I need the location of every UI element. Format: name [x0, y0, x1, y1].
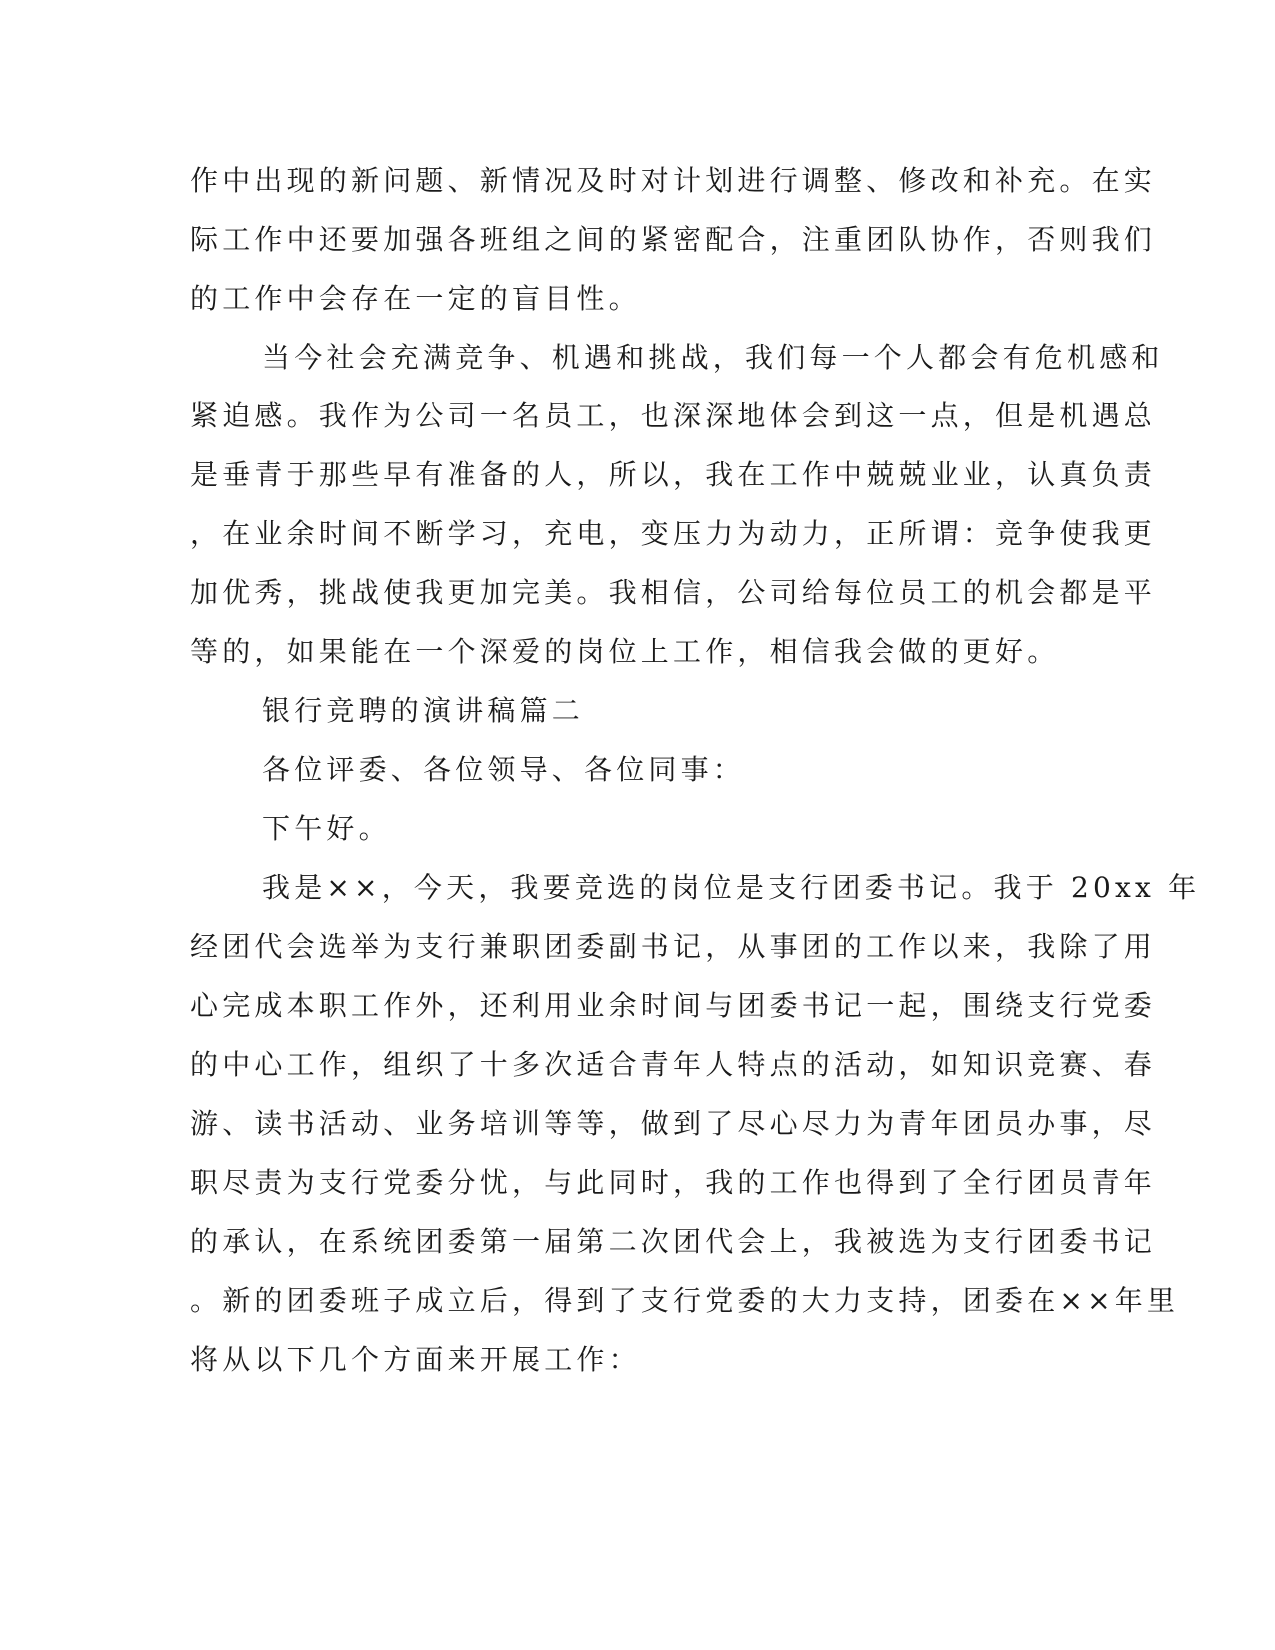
paragraph-line: 经团代会选举为支行兼职团委副书记，从事团的工作以来，我除了用	[190, 930, 1157, 963]
paragraph-line: 的中心工作，组织了十多次适合青年人特点的活动，如知识竞赛、春	[190, 1048, 1157, 1081]
paragraph-line: 将从以下几个方面来开展工作：	[190, 1343, 641, 1376]
section-heading: 银行竞聘的演讲稿篇二	[262, 694, 585, 727]
paragraph-line: 的工作中会存在一定的盲目性。	[190, 282, 641, 315]
paragraph-line: 我是××，今天，我要竞选的岗位是支行团委书记。我于 20xx 年	[262, 871, 1201, 904]
paragraph-line: 加优秀，挑战使我更加完美。我相信，公司给每位员工的机会都是平	[190, 576, 1157, 609]
paragraph-line: ，在业余时间不断学习，充电，变压力为动力，正所谓：竞争使我更	[190, 517, 1157, 550]
greeting: 下午好。	[262, 812, 391, 845]
paragraph-line: 作中出现的新问题、新情况及时对计划进行调整、修改和补充。在实	[190, 164, 1157, 197]
paragraph-line: 际工作中还要加强各班组之间的紧密配合，注重团队协作，否则我们	[190, 223, 1157, 256]
salutation: 各位评委、各位领导、各位同事：	[262, 753, 746, 786]
paragraph-line: 。新的团委班子成立后，得到了支行党委的大力支持，团委在××年里	[190, 1284, 1180, 1317]
paragraph-line: 是垂青于那些早有准备的人，所以，我在工作中兢兢业业，认真负责	[190, 458, 1157, 491]
paragraph-line: 的承认，在系统团委第一届第二次团代会上，我被选为支行团委书记	[190, 1225, 1157, 1258]
paragraph-line: 游、读书活动、业务培训等等，做到了尽心尽力为青年团员办事，尽	[190, 1107, 1157, 1140]
paragraph-line: 心完成本职工作外，还利用业余时间与团委书记一起，围绕支行党委	[190, 989, 1157, 1022]
paragraph-line: 等的，如果能在一个深爱的岗位上工作，相信我会做的更好。	[190, 635, 1060, 668]
paragraph-line: 当今社会充满竞争、机遇和挑战，我们每一个人都会有危机感和	[262, 341, 1164, 374]
paragraph-line: 紧迫感。我作为公司一名员工，也深深地体会到这一点，但是机遇总	[190, 399, 1157, 432]
paragraph-line: 职尽责为支行党委分忧，与此同时，我的工作也得到了全行团员青年	[190, 1166, 1157, 1199]
